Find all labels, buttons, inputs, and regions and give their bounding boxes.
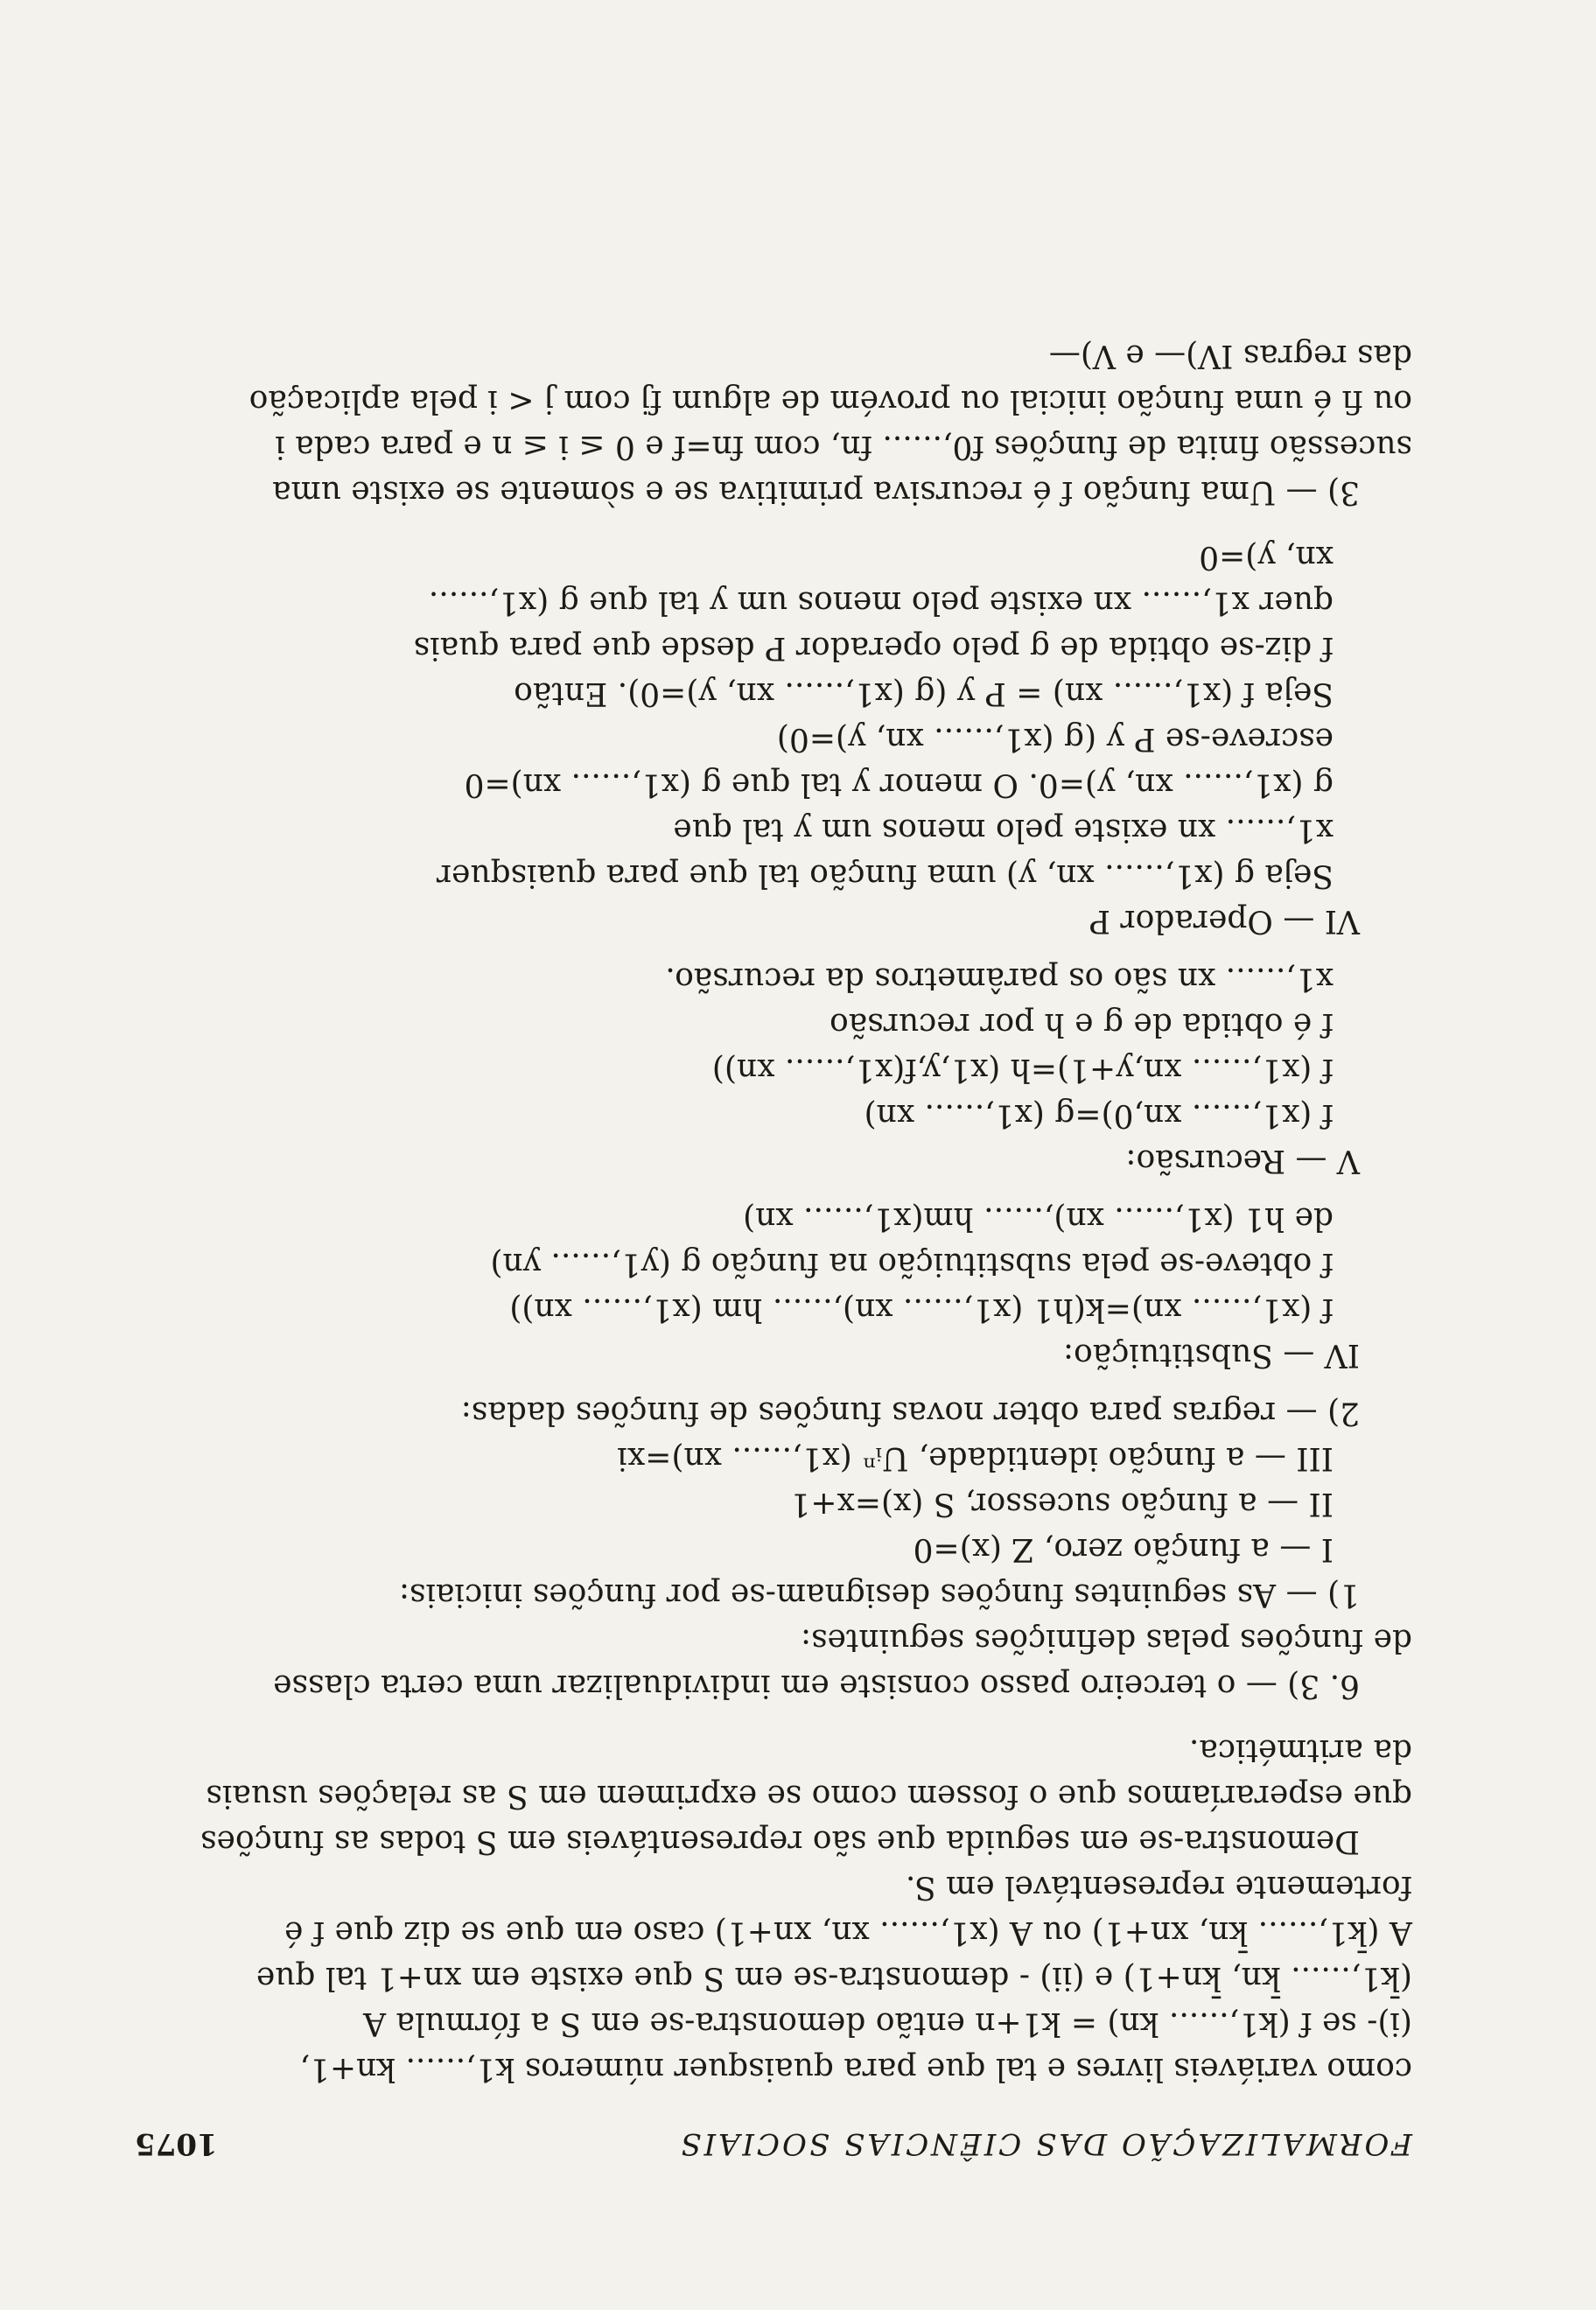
text-line: que esperaríamos que o fossem como se exprimem em S as relações usuais	[206, 1778, 1412, 1814]
text-line: f obteve-se pela substituição na função g (y1,...... yn)	[490, 1246, 1334, 1282]
running-title: FORMALIZAÇÃO DAS CIÊNCIAS SOCIAIS	[678, 2126, 1412, 2161]
section-heading: IV — Substituição:	[1062, 1337, 1360, 1373]
page-body	[135, 332, 1412, 2091]
text-line: xn, y)=0	[1199, 539, 1334, 575]
text-line: I — a função zero, Z (x)=0	[913, 1531, 1334, 1567]
text-line: III — a função identidade, Uᵢⁿ (x1,...... xn)=xi	[617, 1440, 1334, 1476]
running-header	[135, 2126, 1412, 2161]
text-line: Seja g (x1,...... xn, y) uma função tal que para quaisquer	[436, 858, 1334, 893]
text-line: 3) — Uma função f é recursiva primitiva se e sòmente se existe uma	[272, 474, 1360, 510]
text-line: da aritmética.	[1188, 1732, 1412, 1768]
text-line: f (x1,...... xn,0)=g (x1,...... xn)	[864, 1097, 1334, 1133]
text-line: das regras IV)— e V)—	[1048, 338, 1412, 374]
text-line: quer x1,...... xn existe pelo menos um y tal que g (x1,......	[428, 584, 1334, 620]
text-line: Demonstra-se em seguida que são representáveis em S todas as funções	[200, 1824, 1360, 1859]
text-line: ou fi é uma função inicial ou provém de algum fj com j < i pela aplicação	[248, 383, 1412, 419]
text-line: f é obtida de g e h por recursão	[830, 1006, 1334, 1042]
text-line: 2) — regras para obter novas funções de funções dadas:	[460, 1395, 1360, 1431]
text-line: de funções pelas definições seguintes:	[801, 1622, 1412, 1658]
section-heading: VI — Operador P	[1088, 903, 1360, 939]
text-line: II — a função sucessor, S (x)=x+1	[790, 1486, 1334, 1522]
text-line: g (x1,...... xn, y)=0. O menor y tal que g (x1,...... xn)=0	[464, 766, 1334, 802]
text-line: (i)- se f (k1,...... kn) = k1+n então demonstra-se em S a fórmula A	[363, 2006, 1412, 2041]
text-line: sucessão finita de funções f0,...... fn, com fn=f e 0 ≤ i ≤ n e para cada i	[275, 429, 1412, 465]
page-number: 1075	[135, 2126, 218, 2161]
text-line: fortemente representável em S.	[905, 1869, 1412, 1905]
text-line: f (x1,...... xn,y+1)=h (x1,y,f(x1,...... xn))	[711, 1052, 1334, 1088]
text-line: 1) — As seguintes funções designam-se por funções iniciais:	[398, 1577, 1360, 1613]
text-line: x1,...... xn existe pelo menos um y tal que	[673, 812, 1334, 848]
text-line: (k̄1,...... k̄n, k̄n+1) e (ii) - demonstra-se em S que existe em xn+1 tal que	[256, 1960, 1412, 1996]
text-line: escreve-se P y (g (x1,...... xn, y)=0)	[776, 721, 1334, 757]
text-line: Seja f (x1,...... xn) = P y (g (x1,...... xn, y)=0). Então	[514, 676, 1334, 711]
text-line: 6. 3) — o terceiro passo consiste em individualizar uma certa classe	[273, 1668, 1360, 1704]
text-line: f (x1,...... xn)=k(h1 (x1,...... xn),...... hm (x1,...... xn))	[509, 1292, 1334, 1327]
text-line: como variáveis livres e tal que para quaisquer números k1,...... kn+1,	[299, 2051, 1412, 2087]
page-sheet	[135, 332, 1412, 2161]
text-line: x1,...... xn são os parâmetros da recursão.	[665, 961, 1334, 997]
section-heading: V — Recursão:	[1125, 1143, 1360, 1179]
text-line: de h1 (x1,...... xn),...... hm(x1,...... xn)	[743, 1200, 1334, 1236]
text-line: f diz-se obtida de g pelo operador P desde que para quais	[413, 630, 1334, 666]
text-line: A (k̄1,...... k̄n, xn+1) ou A (x1,...... xn, xn+1) caso em que se diz que f é	[284, 1914, 1412, 1950]
